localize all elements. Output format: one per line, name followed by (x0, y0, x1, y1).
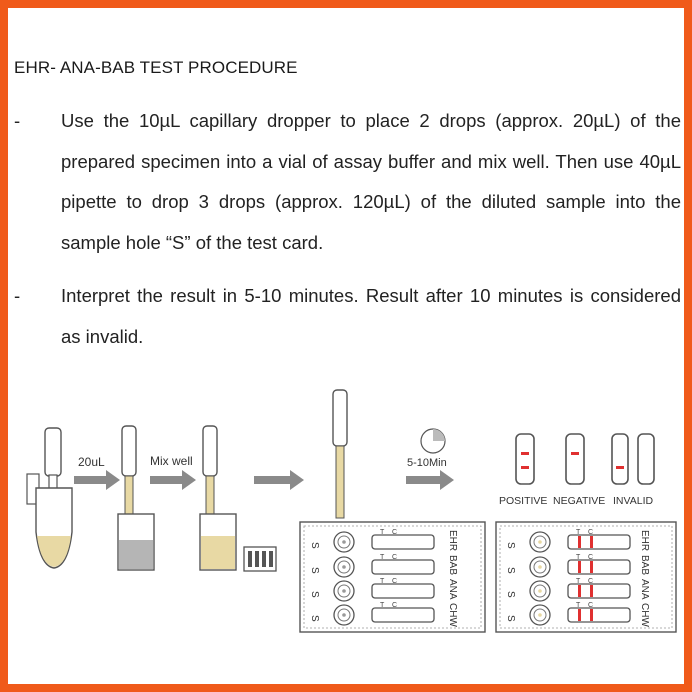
result-strip-negative (566, 434, 584, 484)
control-line (590, 585, 593, 597)
mixed-vial-with-pipette (200, 426, 236, 570)
sample-well-center (538, 613, 542, 617)
line-c-label: C (588, 529, 594, 536)
line-c-label: C (588, 554, 594, 561)
page-title: EHR- ANA-BAB TEST PROCEDURE (14, 58, 298, 77)
row-label: CHW (639, 603, 650, 627)
line-t-label: T (380, 529, 385, 536)
arrow-icon (74, 470, 120, 490)
result-window (568, 560, 630, 574)
well-label: S (505, 591, 516, 598)
line-c-label: C (588, 578, 594, 585)
result-window (568, 535, 630, 549)
arrow-icon (254, 470, 304, 490)
line-t-label: T (380, 578, 385, 585)
result-window (568, 584, 630, 598)
step-1-bullet: - (14, 110, 21, 131)
volume-label: 20uL (78, 455, 105, 469)
line-t-label: T (576, 529, 581, 536)
sample-well-center (538, 540, 542, 544)
arrow-icon (150, 470, 196, 490)
pipette-dropping (333, 390, 347, 518)
control-line (590, 561, 593, 573)
result-window (372, 560, 434, 574)
result-window (372, 584, 434, 598)
sample-well-center (342, 613, 346, 617)
control-line (590, 609, 593, 621)
result-window (568, 608, 630, 622)
well-label: S (505, 542, 516, 549)
control-line (590, 536, 593, 548)
result-window (372, 535, 434, 549)
procedure-diagram (0, 370, 692, 670)
line-c-label: C (588, 602, 594, 609)
step-2-text: Interpret the result in 5-10 minutes. Result after 10 minutes is considered as invalid. (61, 285, 681, 347)
row-label: BAB (639, 555, 650, 576)
row-label: CHW (447, 603, 458, 627)
invalid-label: INVALID (613, 495, 654, 507)
buffer-vial-with-dropper (118, 426, 154, 570)
positive-label: POSITIVE (499, 495, 548, 507)
result-window (372, 608, 434, 622)
sample-tube-with-dropper (27, 428, 72, 568)
negative-label: NEGATIVE (553, 495, 606, 507)
sample-well-center (342, 589, 346, 593)
sample-well-center (342, 565, 346, 569)
well-label: S (309, 567, 320, 574)
test-line (578, 609, 581, 621)
line-c-label: C (392, 602, 398, 609)
line-c-label: C (392, 578, 398, 585)
line-c-label: C (392, 529, 398, 536)
result-strip-invalid-1 (612, 434, 628, 484)
timer-icon (421, 429, 445, 453)
line-t-label: T (576, 554, 581, 561)
well-label: S (505, 615, 516, 622)
test-line (578, 561, 581, 573)
row-label: BAB (447, 555, 458, 576)
well-label: S (309, 615, 320, 622)
row-label: ANA (447, 579, 458, 600)
well-label: S (309, 591, 320, 598)
sample-well-center (538, 589, 542, 593)
mix-label: Mix well (150, 454, 193, 468)
step-2-bullet: - (14, 285, 21, 306)
line-t-label: T (380, 602, 385, 609)
line-t-label: T (380, 554, 385, 561)
line-t-label: T (576, 578, 581, 585)
line-t-label: T (576, 602, 581, 609)
well-label: S (309, 542, 320, 549)
result-strip-positive (516, 434, 534, 484)
arrow-icon (406, 470, 454, 490)
test-line (578, 536, 581, 548)
result-strip-invalid-2 (638, 434, 654, 484)
row-label: ANA (639, 579, 650, 600)
sample-well-center (342, 540, 346, 544)
well-label: S (505, 567, 516, 574)
row-label: EHR (639, 530, 650, 552)
time-label: 5-10Min (407, 457, 447, 469)
row-label: EHR (447, 530, 458, 552)
test-line (578, 585, 581, 597)
test-cards-icon (244, 547, 276, 571)
step-1-text: Use the 10µL capillary dropper to place 2 drops (approx. 20µL) of the prepared specimen into a vial of assay buffer and mix well. Then use 40µL pipette to drop 3 drops (approx. 120µL) of the diluted sample into the sample hole “S” of the test card. (61, 110, 681, 253)
sample-well-center (538, 565, 542, 569)
line-c-label: C (392, 554, 398, 561)
